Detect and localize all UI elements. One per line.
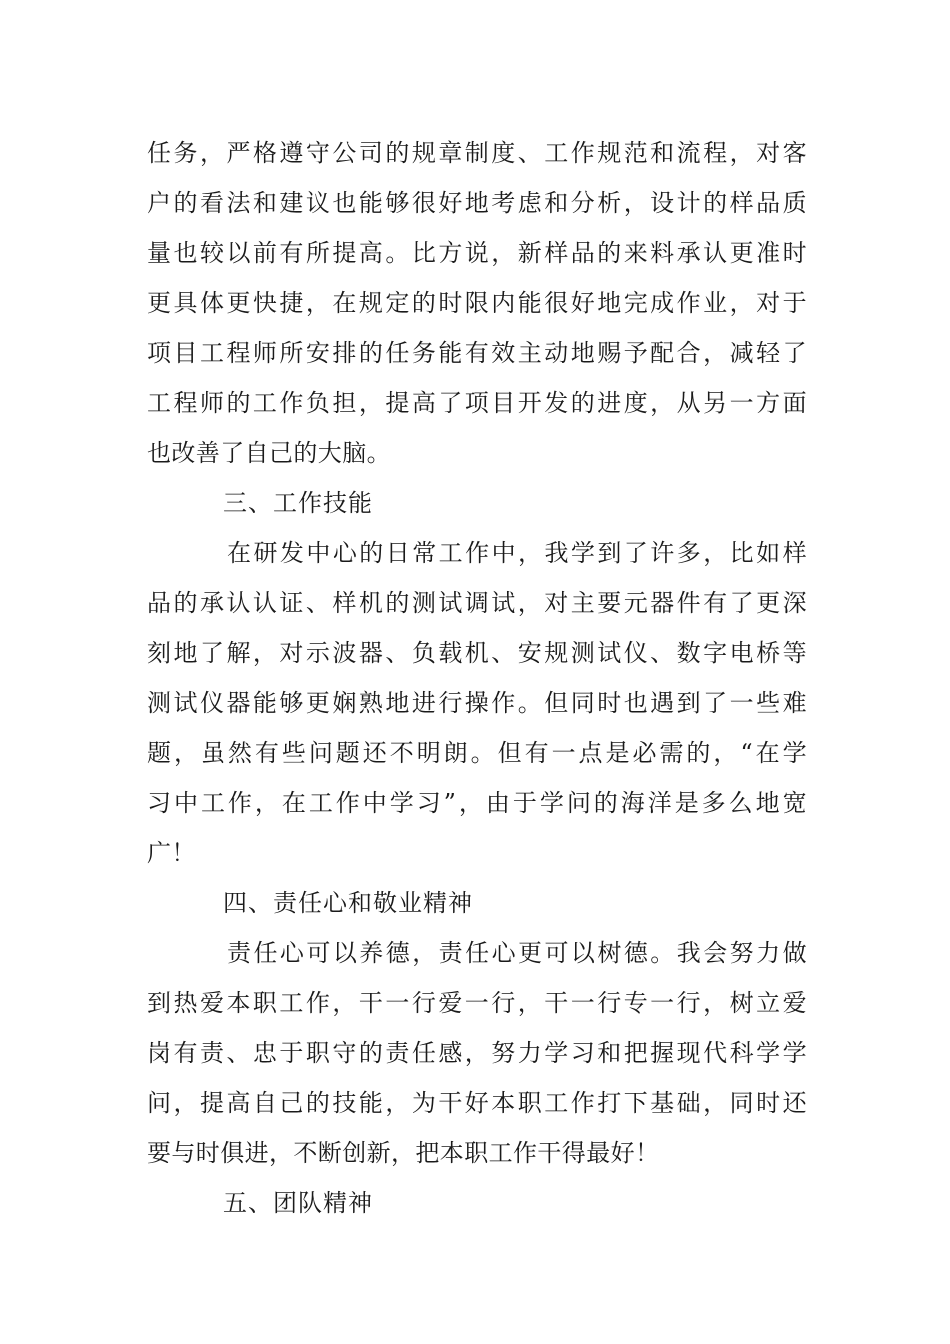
paragraph-line: 任务，严格遵守公司的规章制度、工作规范和流程，对客 [147, 139, 807, 167]
paragraph-line: 品的承认认证、样机的测试调试，对主要元器件有了更深 [147, 589, 807, 617]
section-heading-responsibility: 四、责任心和敬业精神 [223, 889, 473, 917]
paragraph-line: 习中工作，在工作中学习”，由于学问的海洋是多么地宽 [147, 789, 807, 817]
paragraph-line: 测试仪器能够更娴熟地进行操作。但同时也遇到了一些难 [147, 689, 807, 717]
paragraph-line: 量也较以前有所提高。比方说，新样品的来料承认更准时 [147, 239, 807, 267]
paragraph-line: 广！ [147, 839, 196, 867]
paragraph-line: 在研发中心的日常工作中，我学到了许多，比如样 [227, 539, 807, 567]
paragraph-line: 项目工程师所安排的任务能有效主动地赐予配合，减轻了 [147, 339, 807, 367]
paragraph-line: 也改善了自己的大脑。 [147, 439, 391, 467]
paragraph-line: 更具体更快捷，在规定的时限内能很好地完成作业，对于 [147, 289, 807, 317]
section-heading-teamwork: 五、团队精神 [223, 1189, 373, 1217]
paragraph-work-skills [147, 528, 807, 878]
paragraph-line: 岗有责、忠于职守的责任感，努力学习和把握现代科学学 [147, 1039, 807, 1067]
section-heading-work-skills: 三、工作技能 [223, 489, 373, 517]
paragraph-line: 工程师的工作负担，提高了项目开发的进度，从另一方面 [147, 389, 807, 417]
paragraph-line: 题，虽然有些问题还不明朗。但有一点是必需的，“在学 [147, 739, 807, 767]
paragraph-work-performance [147, 128, 807, 478]
paragraph-line: 到热爱本职工作，干一行爱一行，干一行专一行，树立爱 [147, 989, 807, 1017]
paragraph-line: 户的看法和建议也能够很好地考虑和分析，设计的样品质 [147, 189, 807, 217]
paragraph-line: 问，提高自己的技能，为干好本职工作打下基础，同时还 [147, 1089, 807, 1117]
paragraph-line: 责任心可以养德，责任心更可以树德。我会努力做 [227, 939, 807, 967]
paragraph-responsibility [147, 928, 807, 1178]
paragraph-line: 刻地了解，对示波器、负载机、安规测试仪、数字电桥等 [147, 639, 807, 667]
document-body [147, 128, 807, 1228]
paragraph-line: 要与时俱进，不断创新，把本职工作干得最好！ [147, 1139, 660, 1167]
